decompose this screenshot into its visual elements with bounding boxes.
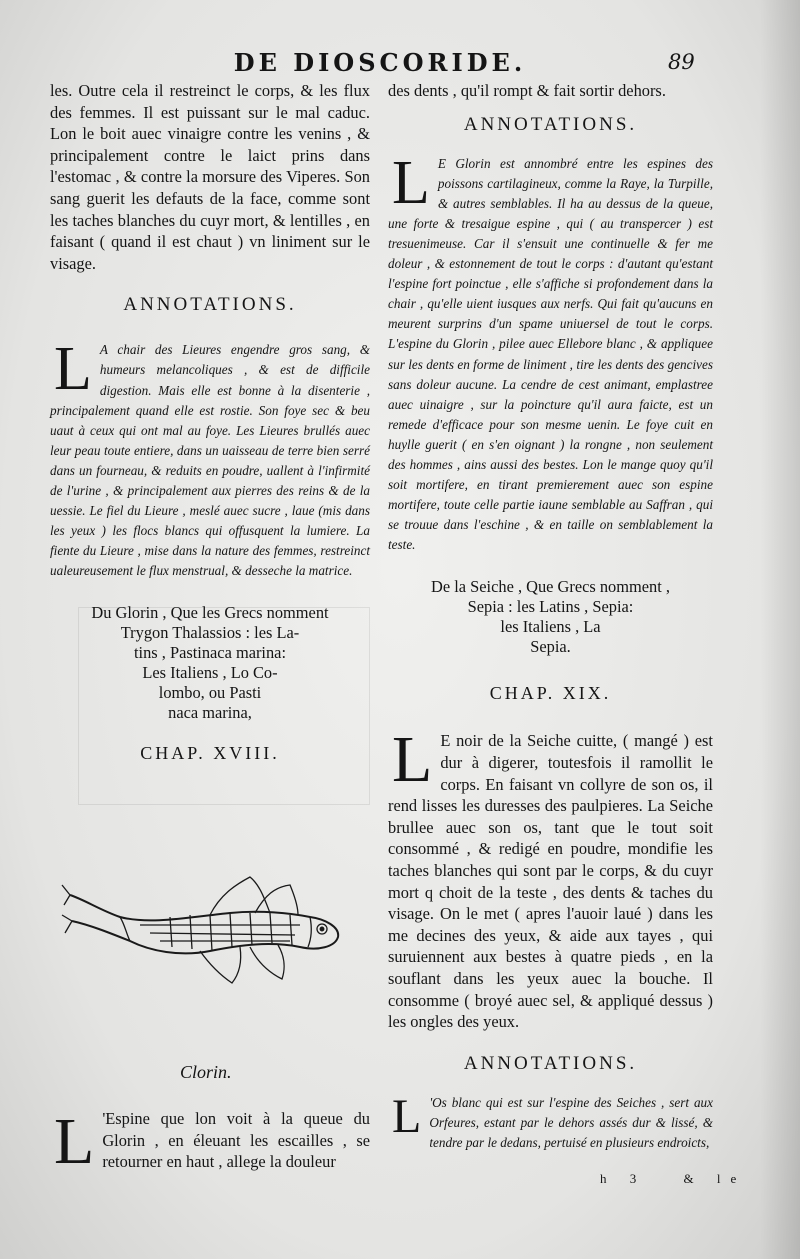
- chapter-title-line: Du Glorin , Que les Grecs nomment: [91, 603, 329, 623]
- page-edge-shadow: [760, 0, 800, 1259]
- chapter-title-line: Trygon Thalassios : les La-: [120, 623, 300, 643]
- figure-caption: Clorin.: [180, 1062, 232, 1082]
- annotation-text: A chair des Lieures engendre gros sang, & humeurs melancoliques , & est de difficile digestion. Mais elle est bonne à la disenterie , principalement quand elle est rostie. Son foye sec & beu uaut à ceux qui ont mal au foye. Les Lieures brullés auec leur peau toute entiere, dans un uaisseau de terre bien serré dans un fourneau, & reduits en poudre, uallent à l'infirmité de l'urine , & principalement aux pierres des reins & de la uessie. Le fiel du Lieure , meslé auec sucre , laue (mis dans les yeux ) les flocs blancs qui offusquent la lumiere. La fiente du Lieure , mise dans la nature des femmes, restreinct ualeureusement le flux menstrual, & desseche la matrice.: [50, 342, 370, 579]
- annotations-heading: ANNOTATIONS.: [463, 1052, 638, 1074]
- drop-cap: L: [54, 1105, 95, 1178]
- right-column: [388, 80, 713, 1153]
- annotations-heading: ANNOTATIONS.: [463, 113, 638, 135]
- chapter-title-line: naca marina,: [168, 703, 252, 723]
- continuation-text: les. Outre cela il restreinct le corps, & les flux des femmes. Il est puissant sur le mal caduc. Lon le boit auec vinaigre contre les venins , & principalement contre le laict prins dans l'estomac , & contre la morsure des Viperes. Son sang guerit les defauts de la face, comme sont les taches blanches du cuyr mort, & lentilles , en faisant ( quand il est chaut ) vn liniment sur le visage.: [50, 81, 370, 273]
- page-header: [0, 48, 800, 78]
- chapter-number: CHAP. XIX.: [489, 683, 612, 704]
- page-number: 89: [668, 50, 695, 74]
- chapter-title-line: Sepia.: [530, 637, 571, 657]
- signature: h 3: [600, 1171, 647, 1186]
- chapter-text-block: [50, 1105, 370, 1178]
- chapter-text-block: [388, 723, 713, 1032]
- drop-cap: L: [392, 1089, 422, 1143]
- continuation-text: des dents , qu'il rompt & fait sortir dehors.: [388, 81, 666, 100]
- annotation-block: [388, 148, 713, 556]
- drop-cap: L: [392, 148, 430, 217]
- chapter-title: [50, 603, 370, 723]
- chapter-title-line: les Italiens , La: [500, 617, 601, 637]
- chapter-title-line: Sepia : les Latins , Sepia:: [467, 597, 634, 617]
- chapter-text: E noir de la Seiche cuitte, ( mangé ) est dur à digerer, toutesfois il ramollit le corps. En faisant vn collyre de son os, il rend lisses les duresses des paulpieres. La Seiche brullee auec son os, tant que le tout soit consommé , & redigé en poudre, mondifie les taches blanches qui sont par le corps, & du cuyr mort q choit de la teste , des dents & taches du visage. On le met ( apres l'auoir laué ) dans les me decines des yeux, & aide aux tayes , qui suruiennent aux bestes à quatre pieds , en la souflant dans les yeux auec la bouche. Il consomme ( broyé auec sel, & appliqué dessus ) les ongles des yeux.: [388, 731, 713, 1032]
- chapter-title-line: Les Italiens , Lo Co-: [142, 663, 278, 683]
- glorin-fish-illustration: [60, 855, 360, 995]
- signature-mark: [600, 1171, 746, 1187]
- chapter-title: [388, 577, 713, 657]
- annotation-block: [50, 335, 370, 581]
- annotation-text: E Glorin est annombré entre les espines des poissons cartilagineux, comme la Raye, la Turpille, & autres semblables. Il ha au dessus de la queue, une forte & tresaigue espine , qui ( au transpercer ) est tresuenimeuse. Car il s'ensuit une continuelle & fer me doleur , & estonnement de tout le corps : d'autant qu'estant l'espine fort poinctue , elle s'affiche si profondement dans la chair , qu'elle uient iusques aux nerfs. Qui fait qu'aucuns en meurent surprins d'un spame uniuersel de tout le corps. L'espine du Glorin , pilee auec Ellebore blanc , & appliquee sur les dents en forme de liniment , tire les dents des gencives sans doleur aucune. La cendre de cest animant, emplastree auec uinaigre , sur la poincture qu'il aura faicte, est un remede d'efficace pour son mesme uenin. Le foye cuit en huylle guerit ( en s'en oignant ) la rongne , non seulement des hommes , ains aussi des bestes. Lon le mange quoy qu'il soit mortifere, en tirant premierement auec son espine mortifere, toute celle partie iaune semblable au Saffran , qui se trouue dans l'eschine , & en taille on semblablement la teste.: [388, 155, 713, 553]
- chapter-number: CHAP. XVIII.: [140, 743, 280, 764]
- chapter-text: 'Espine que lon voit à la queue du Glorin , en éleuant les escailles , se retourner en haut , allege la douleur: [102, 1109, 370, 1172]
- running-title: DE DIOSCORIDE.: [233, 48, 527, 77]
- left-column: [50, 80, 370, 764]
- drop-cap: L: [54, 335, 92, 404]
- annotation-block: [388, 1089, 713, 1153]
- annotation-text: 'Os blanc qui est sur l'espine des Seiches , sert aux Orfeures, estant par le dehors assés dur & lissé, & tendre par le dedans, pertuisé en plusieurs endroicts,: [429, 1094, 713, 1150]
- drop-cap: L: [392, 723, 433, 797]
- chapter-title-line: De la Seiche , Que Grecs nomment ,: [431, 577, 670, 597]
- catchword: & le: [683, 1171, 747, 1186]
- chapter-title-line: tins , Pastinaca marina:: [133, 643, 287, 663]
- chapter-title-line: lombo, ou Pasti: [158, 683, 262, 703]
- annotations-heading: ANNOTATIONS.: [123, 294, 297, 316]
